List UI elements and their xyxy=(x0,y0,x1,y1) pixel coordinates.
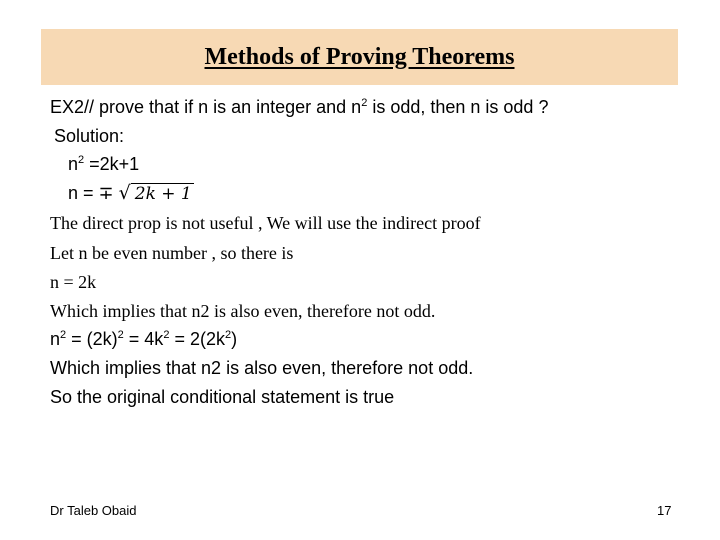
implication-line-2: Which implies that n2 is also even, therefore not odd. xyxy=(50,358,474,378)
assumption-line: Let n be even number , so there is xyxy=(50,243,294,263)
problem-text-end: is odd, then n is odd ? xyxy=(367,97,549,117)
footer-page-number: 17 xyxy=(657,503,672,518)
exp-part-e: ) xyxy=(231,329,238,349)
equation-n-root xyxy=(68,182,194,205)
problem-statement xyxy=(50,96,548,118)
solution-label: Solution: xyxy=(54,126,125,146)
conclusion-line: So the original conditional statement is true xyxy=(50,387,395,407)
radical-sign: √ xyxy=(118,182,131,204)
title-bar xyxy=(41,29,678,85)
exp-sup-1: 2 xyxy=(60,329,67,341)
exp-part-d: = 2(2k xyxy=(169,329,225,349)
eq1-rhs: =2k+1 xyxy=(84,154,140,174)
footer-author: Dr Taleb Obaid xyxy=(50,503,137,518)
implication-line-1: Which implies that n2 is also even, therefore not odd. xyxy=(50,301,436,321)
square-expansion xyxy=(50,328,237,350)
eq1-lhs: n xyxy=(68,154,79,174)
square-root xyxy=(119,182,194,205)
equation-n-squared xyxy=(68,153,139,175)
radicand: 2k + 1 xyxy=(131,183,194,204)
even-definition: n = 2k xyxy=(50,272,97,292)
exp-part-b: = (2k) xyxy=(66,329,118,349)
eq1-exponent: 2 xyxy=(78,154,85,166)
exp-sup-4: 2 xyxy=(224,329,232,341)
problem-text: EX2// prove that if n is an integer and n xyxy=(50,97,362,117)
slide-title: Methods of Proving Theorems xyxy=(204,43,515,70)
eq2-lhs: n = xyxy=(68,183,99,203)
problem-exponent: 2 xyxy=(361,97,368,109)
minus-plus-sign: ∓ xyxy=(98,183,114,203)
exp-part-c: = 4k xyxy=(123,329,164,349)
direct-proof-note: The direct prop is not useful , We will use the indirect proof xyxy=(50,213,481,233)
exp-sup-2: 2 xyxy=(117,329,124,341)
exp-part-a: n xyxy=(50,329,61,349)
exp-sup-3: 2 xyxy=(163,329,170,341)
